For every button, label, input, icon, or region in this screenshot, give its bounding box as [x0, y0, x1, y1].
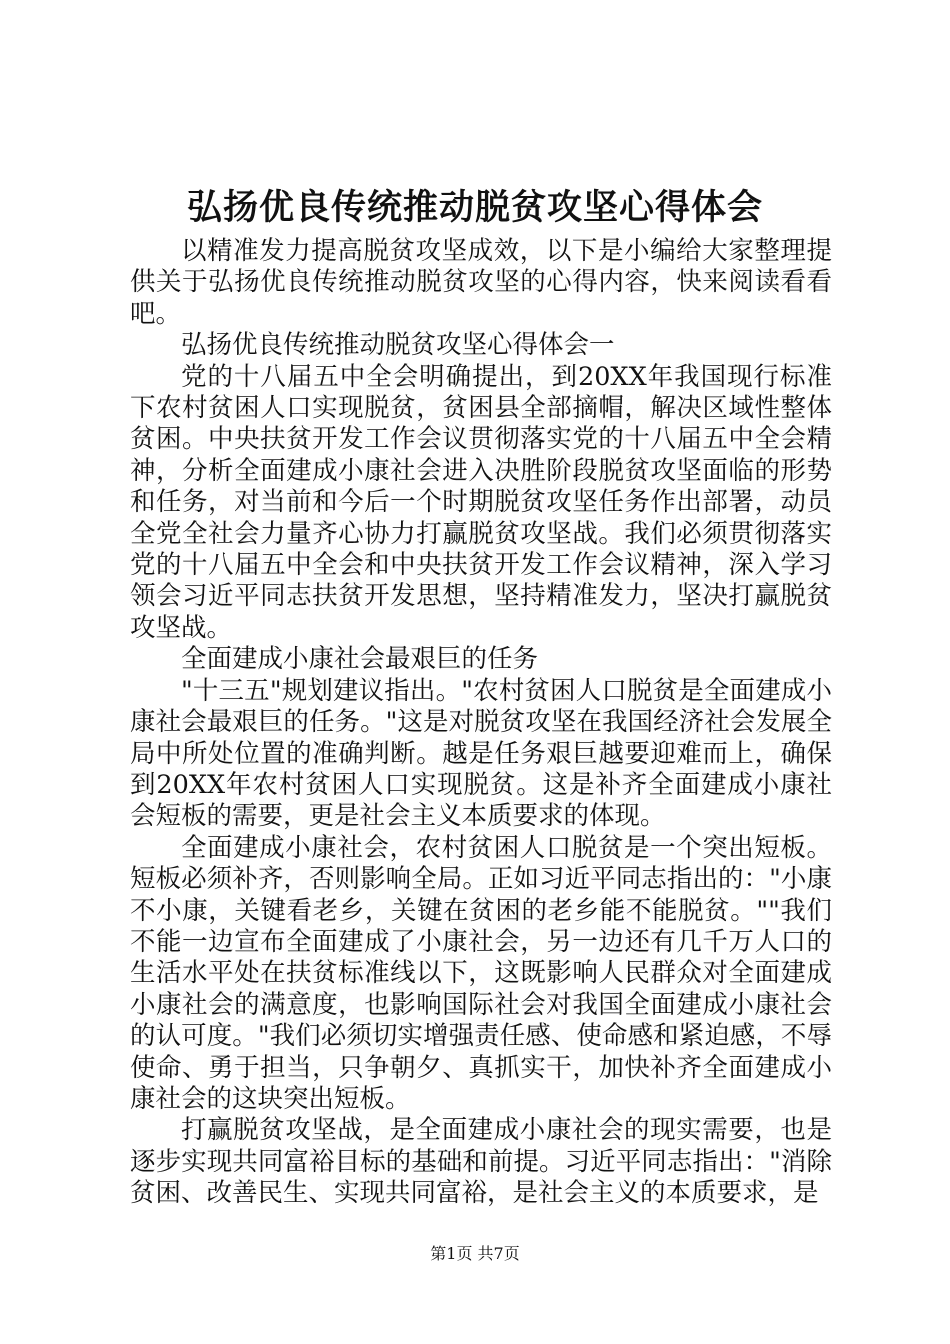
subsection-heading: 全面建成小康社会最艰巨的任务 [181, 644, 539, 675]
body-paragraph: 全面建成小康社会，农村贫困人口脱贫是一个突出短板。短板必须补齐，否则影响全局。正如习近平同志指出的："小康不小康，关键看老乡，关键在贫困的老乡能不能脱贫。""我们不能一边宣布全面建成了小康社会，另一边还有几千万人口的生活水平处在扶贫标准线以下，这既影响人民群众对全面建成小康社会的满意度，也影响国际社会对我国全面建成小康社会的认可度。"我们必须切实增强责任感、使命感和紧迫感，不辱使命、勇于担当，只争朝夕、真抓实干，加快补齐全面建成小康社会的这块突出短板。 [130, 832, 832, 1114]
intro-paragraph: 以精准发力提高脱贫攻坚成效，以下是小编给大家整理提供关于弘扬优良传统推动脱贫攻坚的心得内容，快来阅读看看吧。 [130, 236, 832, 329]
document-body [130, 236, 832, 1210]
body-paragraph: 打赢脱贫攻坚战，是全面建成小康社会的现实需要，也是逐步实现共同富裕目标的基础和前提。习近平同志指出："消除贫困、改善民生、实现共同富裕，是社会主义的本质要求，是 [130, 1115, 832, 1209]
section-heading-one: 弘扬优良传统推动脱贫攻坚心得体会一 [181, 330, 615, 361]
document-title: 弘扬优良传统推动脱贫攻坚心得体会 [186, 187, 763, 228]
page-footer: 第1页 共7页 [430, 1244, 520, 1263]
body-paragraph: "十三五"规划建议指出。"农村贫困人口脱贫是全面建成小康社会最艰巨的任务。"这是对脱贫攻坚在我国经济社会发展全局中所处位置的准确判断。越是任务艰巨越要迎难而上，确保到20XX年农村贫困人口实现脱贫。这是补齐全面建成小康社会短板的需要，更是社会主义本质要求的体现。 [130, 675, 832, 832]
body-paragraph: 党的十八届五中全会明确提出，到20XX年我国现行标准下农村贫困人口实现脱贫，贫困县全部摘帽，解决区域性整体贫困。中央扶贫开发工作会议贯彻落实党的十八届五中全会精神，分析全面建成小康社会进入决胜阶段脱贫攻坚面临的形势和任务，对当前和今后一个时期脱贫攻坚任务作出部署，动员全党全社会力量齐心协力打赢脱贫攻坚战。我们必须贯彻落实党的十八届五中全会和中央扶贫开发工作会议精神，深入学习领会习近平同志扶贫开发思想，坚持精准发力，坚决打赢脱贫攻坚战。 [130, 361, 832, 643]
